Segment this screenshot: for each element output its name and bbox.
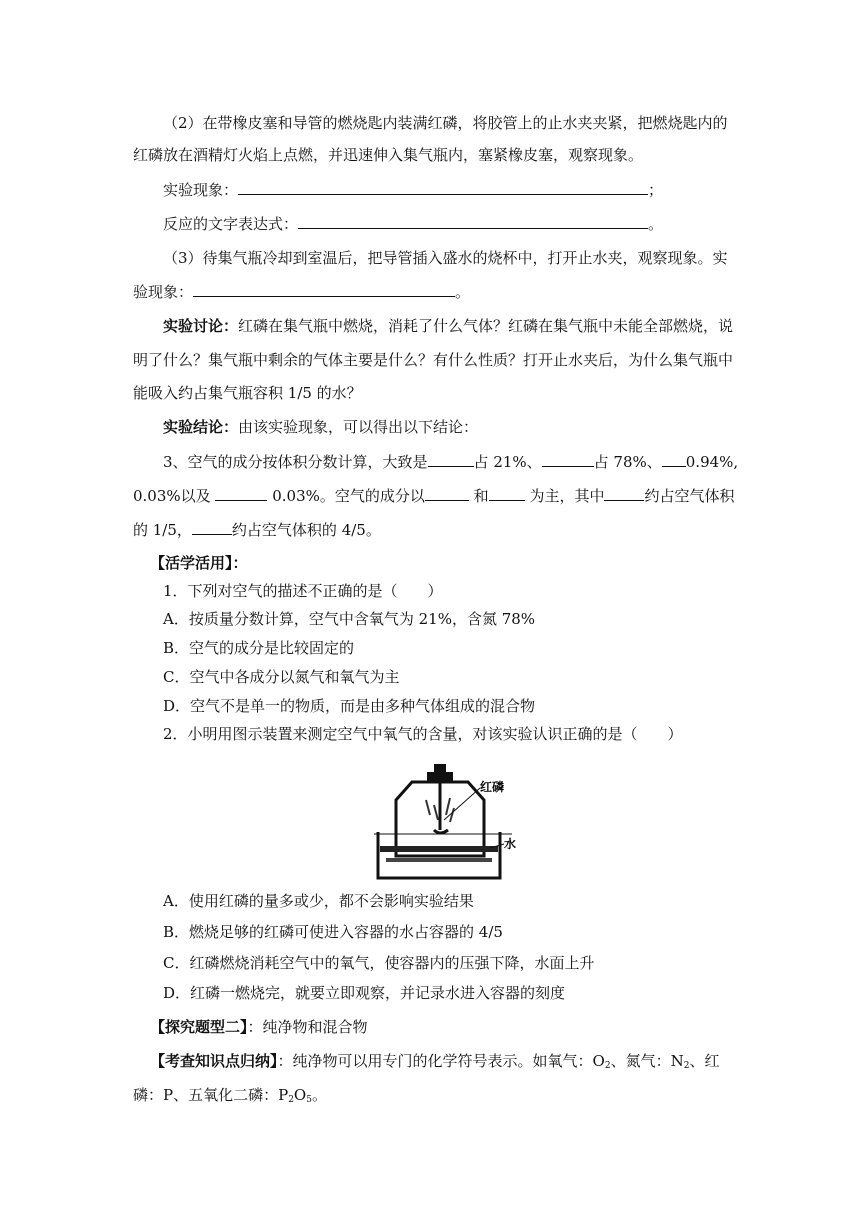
- conclusion-line: [163, 417, 478, 437]
- expression-end: 。: [648, 215, 664, 233]
- label-water: 水: [504, 837, 517, 851]
- subscript: 5: [306, 1095, 312, 1105]
- stopper: [427, 772, 453, 781]
- q2-option-b[interactable]: B．燃烧足够的红磷可使进入容器的水占容器的 4/5: [163, 923, 503, 941]
- fill-blank[interactable]: [542, 452, 594, 467]
- q1-option-c[interactable]: C．空气中各成分以氮气和氧气为主: [163, 668, 400, 686]
- item-3-line-3: [133, 520, 381, 540]
- section-2-line-1: （2）在带橡皮塞和导管的燃烧匙内装满红磷，将胶管上的止水夹夹紧，把燃烧匙内的: [163, 114, 728, 132]
- q1-option-b[interactable]: B．空气的成分是比较固定的: [163, 639, 355, 657]
- q2-option-a[interactable]: A．使用红磷的量多或少，都不会影响实验结果: [163, 892, 474, 910]
- water-layer-2: [386, 858, 492, 862]
- item-3-text: 0.03%以及: [133, 487, 211, 505]
- question-2: 2．小明用图示装置来测定空气中氧气的含量，对该实验认识正确的是（ ）: [163, 725, 683, 743]
- item-3-text: 占 21%、: [473, 453, 542, 471]
- expression-label: 反应的文字表达式：: [163, 215, 299, 233]
- expression-blank[interactable]: [298, 214, 648, 229]
- practice-heading: 【活学活用】：: [150, 554, 248, 572]
- section-3-line-1: （3）待集气瓶冷却到室温后，把导管插入盛水的烧杯中，打开止水夹，观察现象。实: [163, 249, 728, 267]
- knowledge-text: 、氮气：N: [610, 1052, 684, 1070]
- expression-line: [163, 214, 663, 234]
- section-2-line-2: 红磷放在酒精灯火焰上点燃，并迅速伸入集气瓶内，塞紧橡皮塞，观察现象。: [133, 146, 644, 164]
- q1-option-d[interactable]: D．空气不是单一的物质，而是由多种气体组成的混合物: [163, 697, 536, 715]
- knowledge-text: 磷：P、五氧化二磷：P: [133, 1086, 289, 1104]
- type-2-line: [150, 1017, 368, 1037]
- type-2-text: ：纯净物和混合物: [247, 1018, 368, 1036]
- item-3-text: 约占空气体积: [644, 487, 735, 505]
- phenomenon-label: 实验现象：: [163, 181, 239, 199]
- knowledge-text: 。: [311, 1086, 327, 1104]
- water-layer-1: [380, 846, 498, 852]
- experiment-apparatus-figure: [372, 760, 524, 882]
- item-3-text: 占 78%、: [593, 453, 662, 471]
- item-3-line-1: [163, 452, 738, 472]
- discussion-line-2: 明了什么？集气瓶中剩余的气体主要是什么？有什么性质？打开止水夹后，为什么集气瓶中: [133, 351, 734, 369]
- fill-blank[interactable]: [215, 486, 267, 501]
- section-3-end: 。: [455, 283, 471, 301]
- item-3-text: 0.94%,: [685, 453, 739, 471]
- discussion-line-1: [163, 316, 733, 336]
- q1-option-a[interactable]: A．按质量分数计算，空气中含氧气为 21%，含氮 78%: [163, 610, 536, 628]
- item-3-text: 和: [473, 487, 489, 505]
- phenomenon-line: [163, 180, 663, 200]
- conclusion-label: 实验结论：: [163, 418, 239, 436]
- q2-option-d[interactable]: D．红磷一燃烧完，就要立即观察，并记录水进入容器的刻度: [163, 984, 566, 1002]
- fill-blank[interactable]: [662, 452, 686, 467]
- item-3-text: 0.03%。空气的成分以: [272, 487, 425, 505]
- section-3-line-2: [133, 282, 470, 302]
- knowledge-text: ：纯净物可以用专门的化学符号表示。如氧气：O: [277, 1052, 605, 1070]
- item-3-text: 为主，其中: [529, 487, 605, 505]
- item-3-text: 约占空气体积的 4/5。: [231, 521, 381, 539]
- discussion-text-1: 红磷在集气瓶中燃烧，消耗了什么气体？红磷在集气瓶中未能全部燃烧，说: [238, 317, 734, 335]
- subscript: 2: [288, 1095, 294, 1105]
- fill-blank[interactable]: [428, 452, 474, 467]
- knowledge-heading: 【考查知识点归纳】: [150, 1052, 278, 1070]
- fill-blank[interactable]: [604, 486, 644, 501]
- spoon-cup: [434, 830, 448, 833]
- fill-blank[interactable]: [192, 520, 232, 535]
- item-3-line-2: [133, 486, 734, 506]
- item-3-text: 的 1/5，: [133, 521, 192, 539]
- knowledge-line-2: [133, 1085, 327, 1110]
- q2-option-c[interactable]: C．红磷燃烧消耗空气中的氧气，使容器内的压强下降，水面上升: [163, 954, 595, 972]
- phenomenon-end: ；: [648, 181, 664, 199]
- knowledge-text: O: [293, 1086, 307, 1104]
- subscript: 2: [604, 1061, 611, 1071]
- discussion-line-3: 能吸入约占集气瓶容积 1/5 的水？: [133, 384, 362, 402]
- section-3-label: 验现象：: [133, 283, 194, 301]
- discussion-label: 实验讨论：: [163, 317, 239, 335]
- phenomenon-blank[interactable]: [238, 180, 648, 195]
- type-2-heading: 【探究题型二】: [150, 1018, 248, 1036]
- knowledge-line-1: [150, 1051, 719, 1076]
- item-3-text: 3、空气的成分按体积分数计算，大致是: [163, 453, 428, 471]
- label-phosphorus: 红磷: [480, 780, 505, 794]
- fill-blank[interactable]: [489, 486, 525, 501]
- question-1: 1．下列对空气的描述不正确的是（ ）: [163, 582, 443, 600]
- fill-blank[interactable]: [425, 486, 469, 501]
- conclusion-text: 由该实验现象，可以得出以下结论：: [238, 418, 479, 436]
- subscript: 2: [683, 1061, 690, 1071]
- section-3-blank[interactable]: [193, 282, 455, 297]
- knowledge-text: 、红: [689, 1052, 720, 1070]
